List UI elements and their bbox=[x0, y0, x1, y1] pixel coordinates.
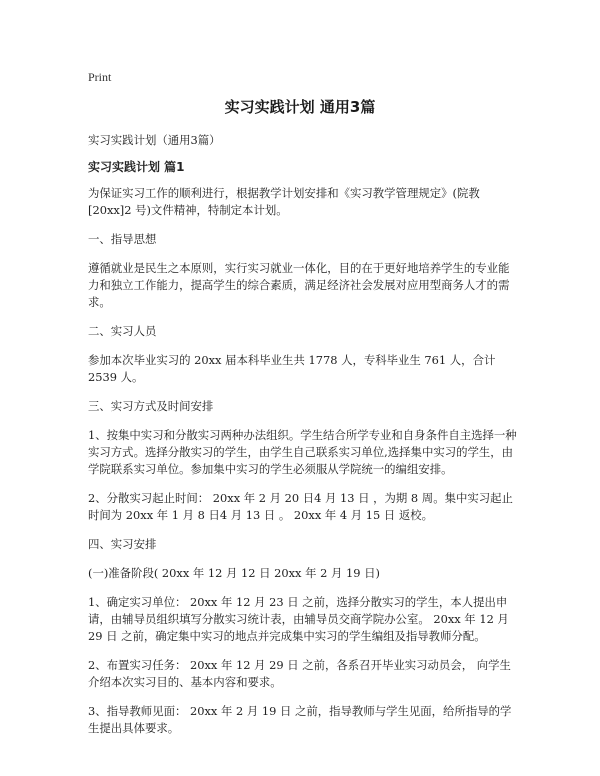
heading-method-schedule: 三、实习方式及时间安排 bbox=[88, 399, 214, 413]
intro-paragraph: 为保证实习工作的顺利进行，根据教学计划安排和《实习教学管理规定》(院教[20xx]2 号)文件精神，特制定本计划。 bbox=[88, 186, 480, 217]
paragraph-assign-tasks: 2、布置实习任务： 20xx 年 12 月 29 日 之前，各系召开毕业实习动员会， 向学生介绍本次实习目的、基本内容和要求。 bbox=[88, 658, 511, 689]
heading-guiding-ideology: 一、指导思想 bbox=[88, 232, 157, 246]
document-subtitle: 实习实践计划（通用3篇） bbox=[88, 133, 221, 147]
heading-arrangement: 四、实习安排 bbox=[88, 537, 157, 551]
print-link[interactable]: Print bbox=[88, 70, 112, 84]
paragraph-internship-unit: 1、确定实习单位： 20xx 年 12 月 23 日 之前，选择分散实习的学生，本人提出申请，由辅导员组织填写分散实习统计表，由辅导员交商学院办公室。 20xx 年 12 月 29 日 之前，确定集中实习的地点并完成集中实习的学生编组及指导教师分配。 bbox=[88, 595, 509, 643]
page-title: 实习实践计划 通用3篇 bbox=[224, 98, 376, 116]
heading-interns: 二、实习人员 bbox=[88, 324, 157, 338]
section-heading: 实习实践计划 篇1 bbox=[88, 160, 185, 174]
paragraph-schedule: 2、分散实习起止时间： 20xx 年 2 月 20 日4 月 13 日 ，为期 8 周。集中实习起止时间为 20xx 年 1 月 8 日4 月 13 日 。 20xx 年 4 月 15 日 返校。 bbox=[88, 491, 513, 522]
paragraph-guiding-ideology: 遵循就业是民生之本原则，实行实习就业一体化，目的在于更好地培养学生的专业能力和独立工作能力，提高学生的综合素质，满足经济社会发展对应用型商务人才的需求。 bbox=[88, 261, 510, 309]
document-body bbox=[88, 132, 520, 749]
paragraph-teacher-meeting: 3、指导教师见面： 20xx 年 2 月 19 日 之前，指导教师与学生见面，给所指导的学生提出具体要求。 bbox=[88, 704, 512, 735]
paragraph-interns: 参加本次毕业实习的 20xx 届本科毕业生共 1778 人，专科毕业生 761 人，合计 2539 人。 bbox=[88, 353, 496, 384]
paragraph-preparation-stage: (一)准备阶段( 20xx 年 12 月 12 日 20xx 年 2 月 19 日) bbox=[88, 566, 380, 580]
paragraph-method: 1、按集中实习和分散实习两种办法组织。学生结合所学专业和自身条件自主选择一种实习方式。选择分散实习的学生，由学生自己联系实习单位,选择集中实习的学生，由学院联系实习单位。参加集中实习的学生必须服从学院统一的编组安排。 bbox=[88, 428, 517, 476]
